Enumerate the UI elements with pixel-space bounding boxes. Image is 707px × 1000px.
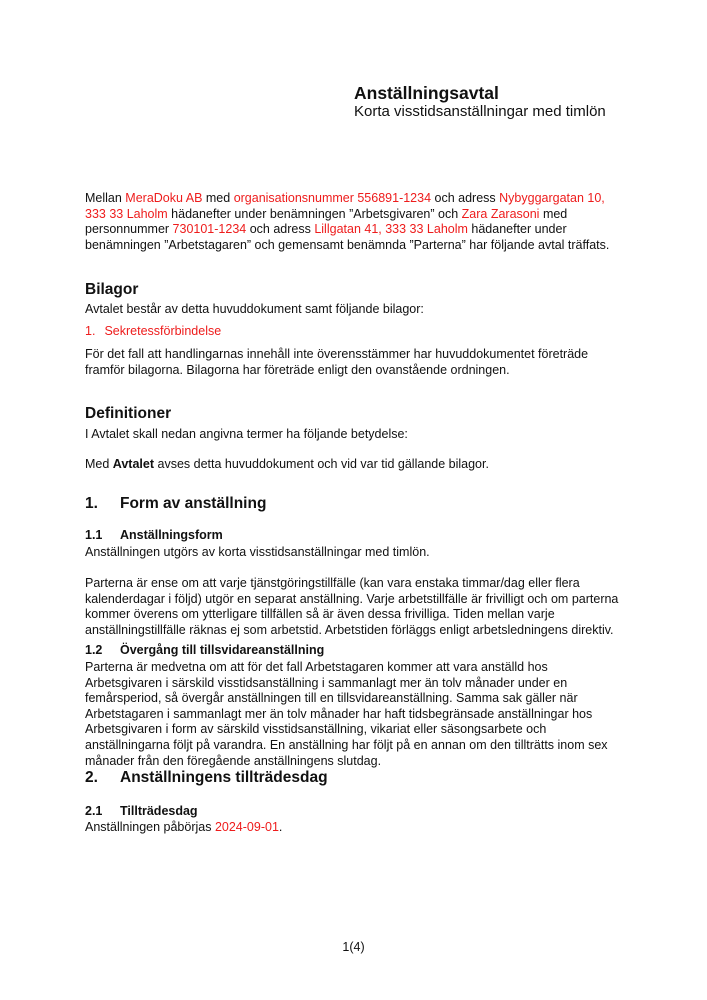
section-1-2-paragraph: Parterna är medvetna om att för det fall Arbetstagaren kommer att vara anställd hos Arbetsgivaren i särskild visstidsanställning i sammanlagt mer än tolv månader under en femårsperiod, så övergår anställningen till en tillsvidareanställning. Samma sak gäller när Arbetstagaren i sammanlagt mer än tolv månader har haft tidsbegränsade anställningar hos Arbetsgivaren i form av särskild visstidsanställning, vikariat eller säsongsarbete och anställningarna följt på varandra. En anställning har följt på en annan om den tillträtts inom sex månader från den föregående anställningens slutdag. — [85, 660, 608, 768]
section-2-number: 2. — [85, 769, 98, 786]
section-1-1-paragraph-1: Anställningen utgörs av korta visstidsanställningar med timlön. — [85, 545, 430, 559]
attachment-number: 1. — [85, 324, 96, 338]
text-segment: . — [278, 820, 283, 834]
highlighted-field: Lillgatan 41, 333 33 Laholm — [314, 222, 468, 237]
text-segment: och adress — [246, 222, 315, 237]
attachment-label: Sekretessförbindelse — [104, 324, 222, 338]
start-date-paragraph — [85, 820, 626, 836]
definition-avtalet — [85, 457, 626, 473]
text-segment: Mellan — [85, 191, 126, 205]
defined-term: Avtalet — [112, 457, 155, 471]
title-block — [354, 83, 674, 121]
section-2-1-title: Tillträdesdag — [120, 804, 198, 818]
text-segment: avses detta huvuddokument och vid var tid gällande bilagor. — [154, 457, 489, 471]
section-1-1-title: Anställningsform — [120, 528, 223, 542]
highlighted-field: 730101-1234 — [172, 222, 247, 237]
page-number: 1(4) — [342, 940, 365, 954]
text-segment: hädanefter under benämningen ”Arbetstagaren” och gemensamt benämnda ”Parterna” har följande avtal träffats. — [85, 222, 610, 252]
section-1-1-number: 1.1 — [85, 528, 103, 542]
text-segment: hädanefter under benämningen ”Arbetsgivaren” och — [167, 206, 462, 221]
heading-definitioner: Definitioner — [85, 405, 172, 422]
section-1-2-title: Övergång till tillsvidareanställning — [120, 643, 325, 657]
highlighted-field: MeraDoku AB — [125, 191, 203, 205]
intro-paragraph — [85, 191, 626, 253]
heading-section-1-1 — [85, 528, 626, 544]
attachment-item — [85, 324, 626, 340]
heading-section-1 — [85, 495, 626, 513]
section-1-title: Form av anställning — [120, 495, 267, 512]
highlighted-field: Nybyggargatan 10, 333 33 Laholm — [85, 191, 605, 221]
bilagor-note: För det fall att handlingarnas innehåll inte överensstämmer har huvuddokumentet företräde framför bilagorna. Bilagorna har företräde enligt den ovanstående ordningen. — [85, 347, 589, 377]
text-segment: Med — [85, 457, 113, 471]
text-segment: Anställningen påbörjas — [85, 820, 215, 834]
definitioner-lead: I Avtalet skall nedan angivna termer ha följande betydelse: — [85, 427, 408, 441]
heading-bilagor: Bilagor — [85, 281, 139, 298]
section-2-1-number: 2.1 — [85, 804, 103, 818]
text-segment: med — [202, 191, 234, 205]
heading-section-2-1 — [85, 804, 626, 820]
text-segment: med personnummer — [85, 206, 568, 237]
heading-section-1-2 — [85, 643, 626, 659]
section-2-title: Anställningens tillträdesdag — [120, 769, 328, 786]
highlighted-field: organisationsnummer 556891-1234 — [233, 191, 432, 205]
section-1-2-number: 1.2 — [85, 643, 103, 657]
highlighted-field: 2024-09-01 — [214, 820, 279, 834]
text-segment: och adress — [431, 191, 500, 205]
heading-section-2 — [85, 769, 626, 787]
section-1-1-paragraph-2: Parterna är ense om att varje tjänstgöringstillfälle (kan vara enstaka timmar/dag eller flera kalenderdagar i följd) utgör en separat anställning. Varje arbetstillfälle är frivilligt och om parterna kommer överens om ytterligare tillfällen så är även dessa frivilliga. Tiden mellan varje anställningstillfälle räknas ej som arbetstid. Arbetstiden förläggs enligt arbetsledningens direktiv. — [85, 576, 619, 637]
document-subtitle: Korta visstidsanställningar med timlön — [354, 103, 606, 120]
highlighted-field: Zara Zarasoni — [461, 206, 540, 221]
document-title: Anställningsavtal — [354, 83, 499, 103]
bilagor-lead: Avtalet består av detta huvuddokument samt följande bilagor: — [85, 302, 424, 316]
section-1-number: 1. — [85, 495, 98, 512]
